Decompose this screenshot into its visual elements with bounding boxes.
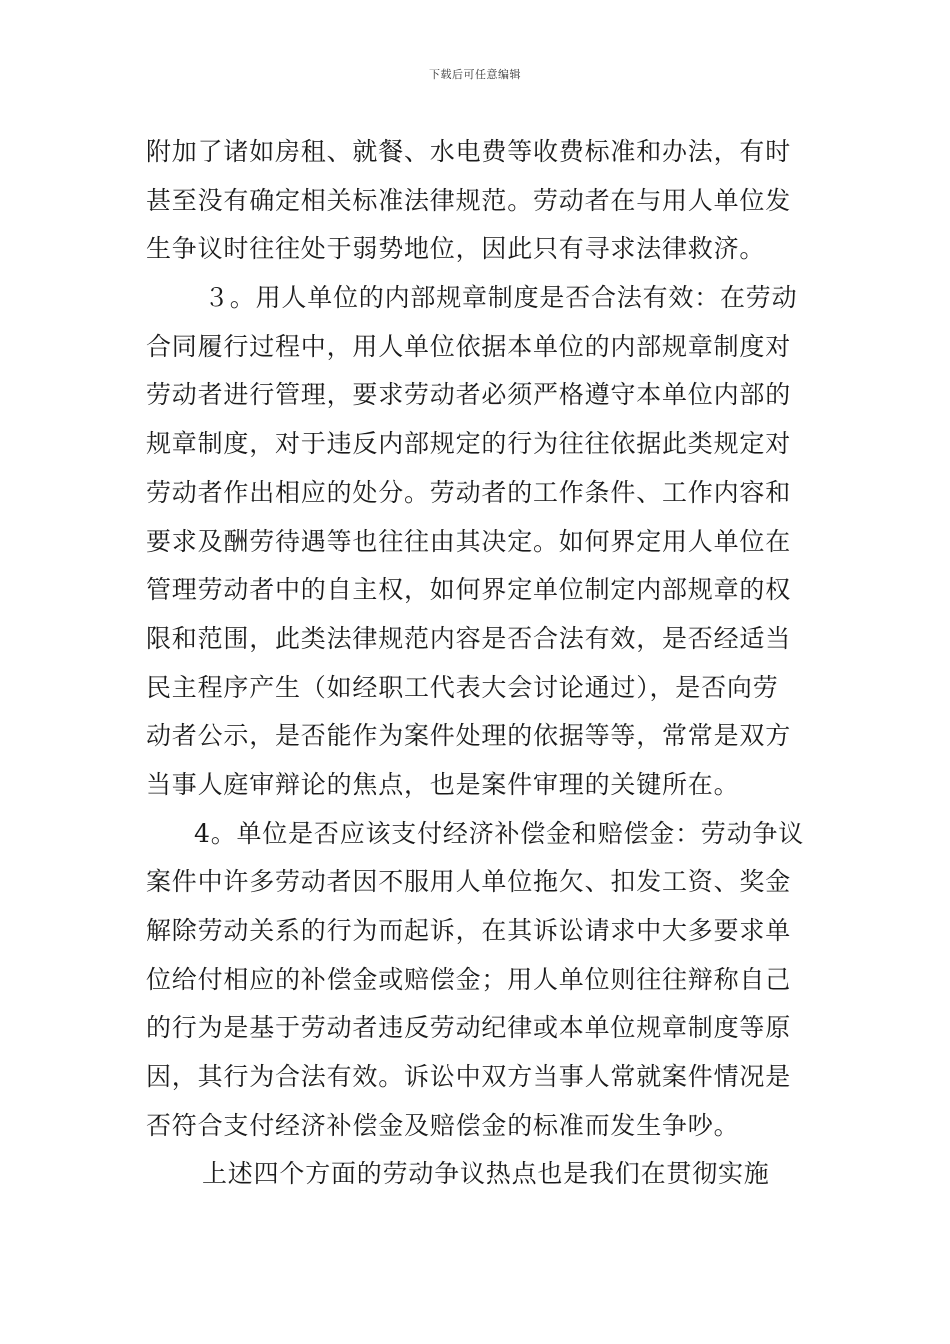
text-line: 当事人庭审辩论的焦点，也是案件审理的关键所在。 xyxy=(146,769,740,799)
text-line: 生争议时往往处于弱势地位，因此只有寻求法律救济。 xyxy=(146,234,766,264)
paragraph xyxy=(146,128,811,274)
text-line: 动者公示，是否能作为案件处理的依据等等，常常是双方 xyxy=(146,721,792,751)
paragraph xyxy=(146,810,811,1151)
text-line: 否符合支付经济补偿金及赔偿金的标准而发生争吵。 xyxy=(146,1110,740,1140)
paragraph xyxy=(146,1150,811,1199)
document-body xyxy=(146,128,811,1199)
page-header: 下载后可任意编辑 xyxy=(429,68,521,81)
text-line: 民主程序产生（如经职工代表大会讨论通过），是否向劳 xyxy=(146,672,779,702)
text-line: 限和范围，此类法律规范内容是否合法有效，是否经适当 xyxy=(146,623,792,653)
text-line: 规章制度，对于违反内部规定的行为往往依据此类规定对 xyxy=(146,429,792,459)
paragraph xyxy=(146,274,811,810)
text-line: 合同履行过程中，用人单位依据本单位的内部规章制度对 xyxy=(146,331,792,361)
text-line: 上述四个方面的劳动争议热点也是我们在贯彻实施 xyxy=(202,1159,770,1189)
text-line: 附加了诸如房租、就餐、水电费等收费标准和办法，有时 xyxy=(146,137,792,166)
text-line: 甚至没有确定相关标准法律规范。劳动者在与用人单位发 xyxy=(146,185,792,215)
text-line: 4。单位是否应该支付经济补偿金和赔偿金：劳动争议 xyxy=(194,818,805,848)
text-line: 因，其行为合法有效。诉讼中双方当事人常就案件情况是 xyxy=(146,1062,792,1092)
text-line: 案件中许多劳动者因不服用人单位拖欠、扣发工资、奖金 xyxy=(146,867,792,897)
text-line: 解除劳动关系的行为而起诉，在其诉讼请求中大多要求单 xyxy=(146,916,792,945)
text-line: 的行为是基于劳动者违反劳动纪律或本单位规章制度等原 xyxy=(146,1013,792,1043)
text-line: 管理劳动者中的自主权，如何界定单位制定内部规章的权 xyxy=(146,575,792,605)
text-line: 劳动者进行管理，要求劳动者必须严格遵守本单位内部的 xyxy=(146,380,792,410)
text-line: 要求及酬劳待遇等也往往由其决定。如何界定用人单位在 xyxy=(146,526,792,556)
text-line: 位给付相应的补偿金或赔偿金；用人单位则往往辩称自己 xyxy=(146,964,792,994)
text-line: ３。用人单位的内部规章制度是否合法有效：在劳动 xyxy=(204,283,798,313)
text-line: 劳动者作出相应的处分。劳动者的工作条件、工作内容和 xyxy=(146,477,792,507)
